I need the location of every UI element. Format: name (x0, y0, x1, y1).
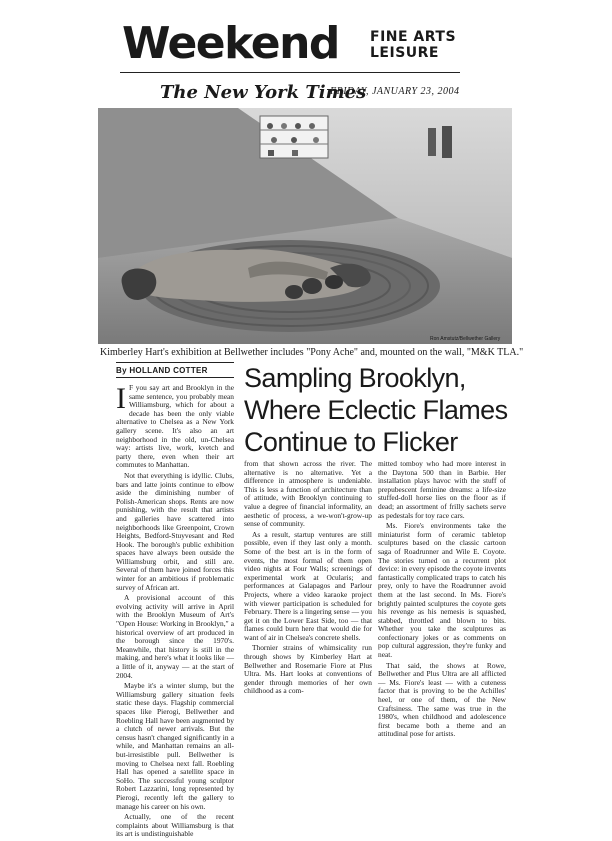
article-column-1 (116, 384, 234, 841)
paragraph: Thornier strains of whimsicality run through shows by Kimberley Hart at Bellwether and Rosemarie Fiore at Plus Ultra. Ms. Hart looks at conventions of gender through memories of her own childhood as a com- (244, 643, 372, 696)
paragraph: Actually, one of the recent complaints about Williamsburg is that its art is undistinguishable (116, 812, 234, 839)
newspaper-name: The New York Times (160, 82, 367, 103)
photo-credit: Ron Amstutz/Bellwether Gallery (430, 336, 501, 342)
gallery-photo-illustration (98, 108, 512, 344)
paragraph: Not that everything is idyllic. Clubs, bars and latte joints continue to elbow aside the diminishing number of Polish-American shops. Rents are now punishing, with the result that artists and galleries have scattered into neighborhoods like Greenpoint, Crown Heights, Bedford-Stuyvesant and Red Hook. The borough's public exhibition spaces have always been outside the Williamsburg orbit, and still are. Several of them have joined forces this winter for an ambitious if problematic survey of African art. (116, 470, 234, 592)
article-column-2 (244, 460, 372, 698)
byline: By HOLLAND COTTER (116, 366, 208, 375)
publication-date: FRIDAY, JANUARY 23, 2004 (330, 86, 460, 97)
drop-cap: I (116, 382, 126, 415)
subsection-line-1: FINE ARTS (370, 29, 457, 45)
subsection-line-2: LEISURE (370, 45, 439, 61)
byline-rule (116, 362, 234, 363)
photo-caption: Kimberley Hart's exhibition at Bellwether includes "Pony Ache" and, mounted on the wall, "M&K TLA." (100, 347, 524, 358)
paragraph: F you say art and Brooklyn in the same sentence, you probably mean Williamsburg, which for about a decade has been the only viable alternative to Chelsea as a New York gallery scene. It's also an art neighborhood in the old, un-Chelsea way: artists live, work, kvetch and party there, even when their art commutes to Manhattan. (116, 383, 234, 470)
wall-picture (442, 126, 452, 158)
wall-picture (428, 128, 436, 156)
paragraph: That said, the shows at Rowe, Bellwether and Plus Ultra are all afflicted — Ms. Fiore's least — with a cuteness factor that is proving to be the Achilles' heel, or one of them, of the New Craftsiness. The same was true in the 1980's, when childhood and adolescence first became both a theme and an attitudinal pose for artists. (378, 660, 506, 739)
paragraph: Maybe it's a winter slump, but the Williamsburg gallery situation feels static these days. Flagship commercial spaces like Pierogi, Bellwether and Roebling Hall have been augmented by a clutch of newer arrivals. But the census hasn't changed significantly in a while, and Manhattan remains an all-but-irresistible pull. Bellwether is moving to Chelsea next fall. Roebling Hall has opened a satellite space in SoHo. The successful young sculptor Robert Lazzarini, long represented by Pierogi, recently left the gallery to manage his career on his own. (116, 681, 234, 811)
paragraph: mitted tomboy who had more interest in the Daytona 500 than in Barbie. Her installation plays havoc with the stuff of prepubescent feminine dreams: a life-size stuffed-doll horse lies on the floor as if dead; an assortment of frilly sachets serve as pedestals for toy race cars. (378, 459, 506, 520)
article-column-3 (378, 460, 506, 741)
paragraph: A provisional account of this evolving activity will arrive in April with the Brooklyn Museum of Art's "Open House: Working in Brooklyn," a historical overview of art produced in the borough since the 1970's. Meanwhile, that history is still in the making, and here's what it looks like — a little of it, anyway — at the start of 2004. (116, 593, 234, 680)
paragraph: from that shown across the river. The alternative is no alternative. Yet a difference in atmosphere is undeniable. This is less a function of architecture than of attitude, with Brooklyn continuing to value a degree of financial informality, an aesthetic of process, a we-won't-grow-up sense of community. (244, 459, 372, 529)
masthead-rule (120, 72, 460, 73)
headline: Sampling Brooklyn, Where Eclectic Flames Continue to Flicker (244, 363, 508, 457)
paragraph: Ms. Fiore's environments take the miniaturist form of ceramic tabletop sculptures based on the classic cartoon saga of Roadrunner and Wile E. Coyote. The stories turned on a recurrent plot device: in every episode the coyote invents fantastically complicated traps to catch his prey, only to have the Roadrunner avoid them at the last second. In Ms. Fiore's brightly painted sculptures the coyote gets his revenge as his nemesis is squashed, stabbed, throttled and blown to bits. Whether you take the sculptures as confectionary jokes or as comments on pop cultural aggression, they're funky and neat. (378, 521, 506, 660)
gallery-photo (98, 108, 512, 344)
byline-rule (116, 377, 234, 378)
section-title: Weekend (122, 18, 339, 69)
paragraph: As a result, startup ventures are still possible, even if they last only a month. Some of the best art is in the form of events, the most formal of them open video nights at Four Walls; screenings of experimental work at Ocularis; and performances at Galapagos and Parlour Projects, where a video karaoke project with viewer participation is scheduled for February. There is a lingering sense — you get it on the Lower East Side, too — that flames could burn here that would die for want of air in Chelsea's concrete shells. (244, 529, 372, 642)
wall-shelf (260, 116, 328, 158)
